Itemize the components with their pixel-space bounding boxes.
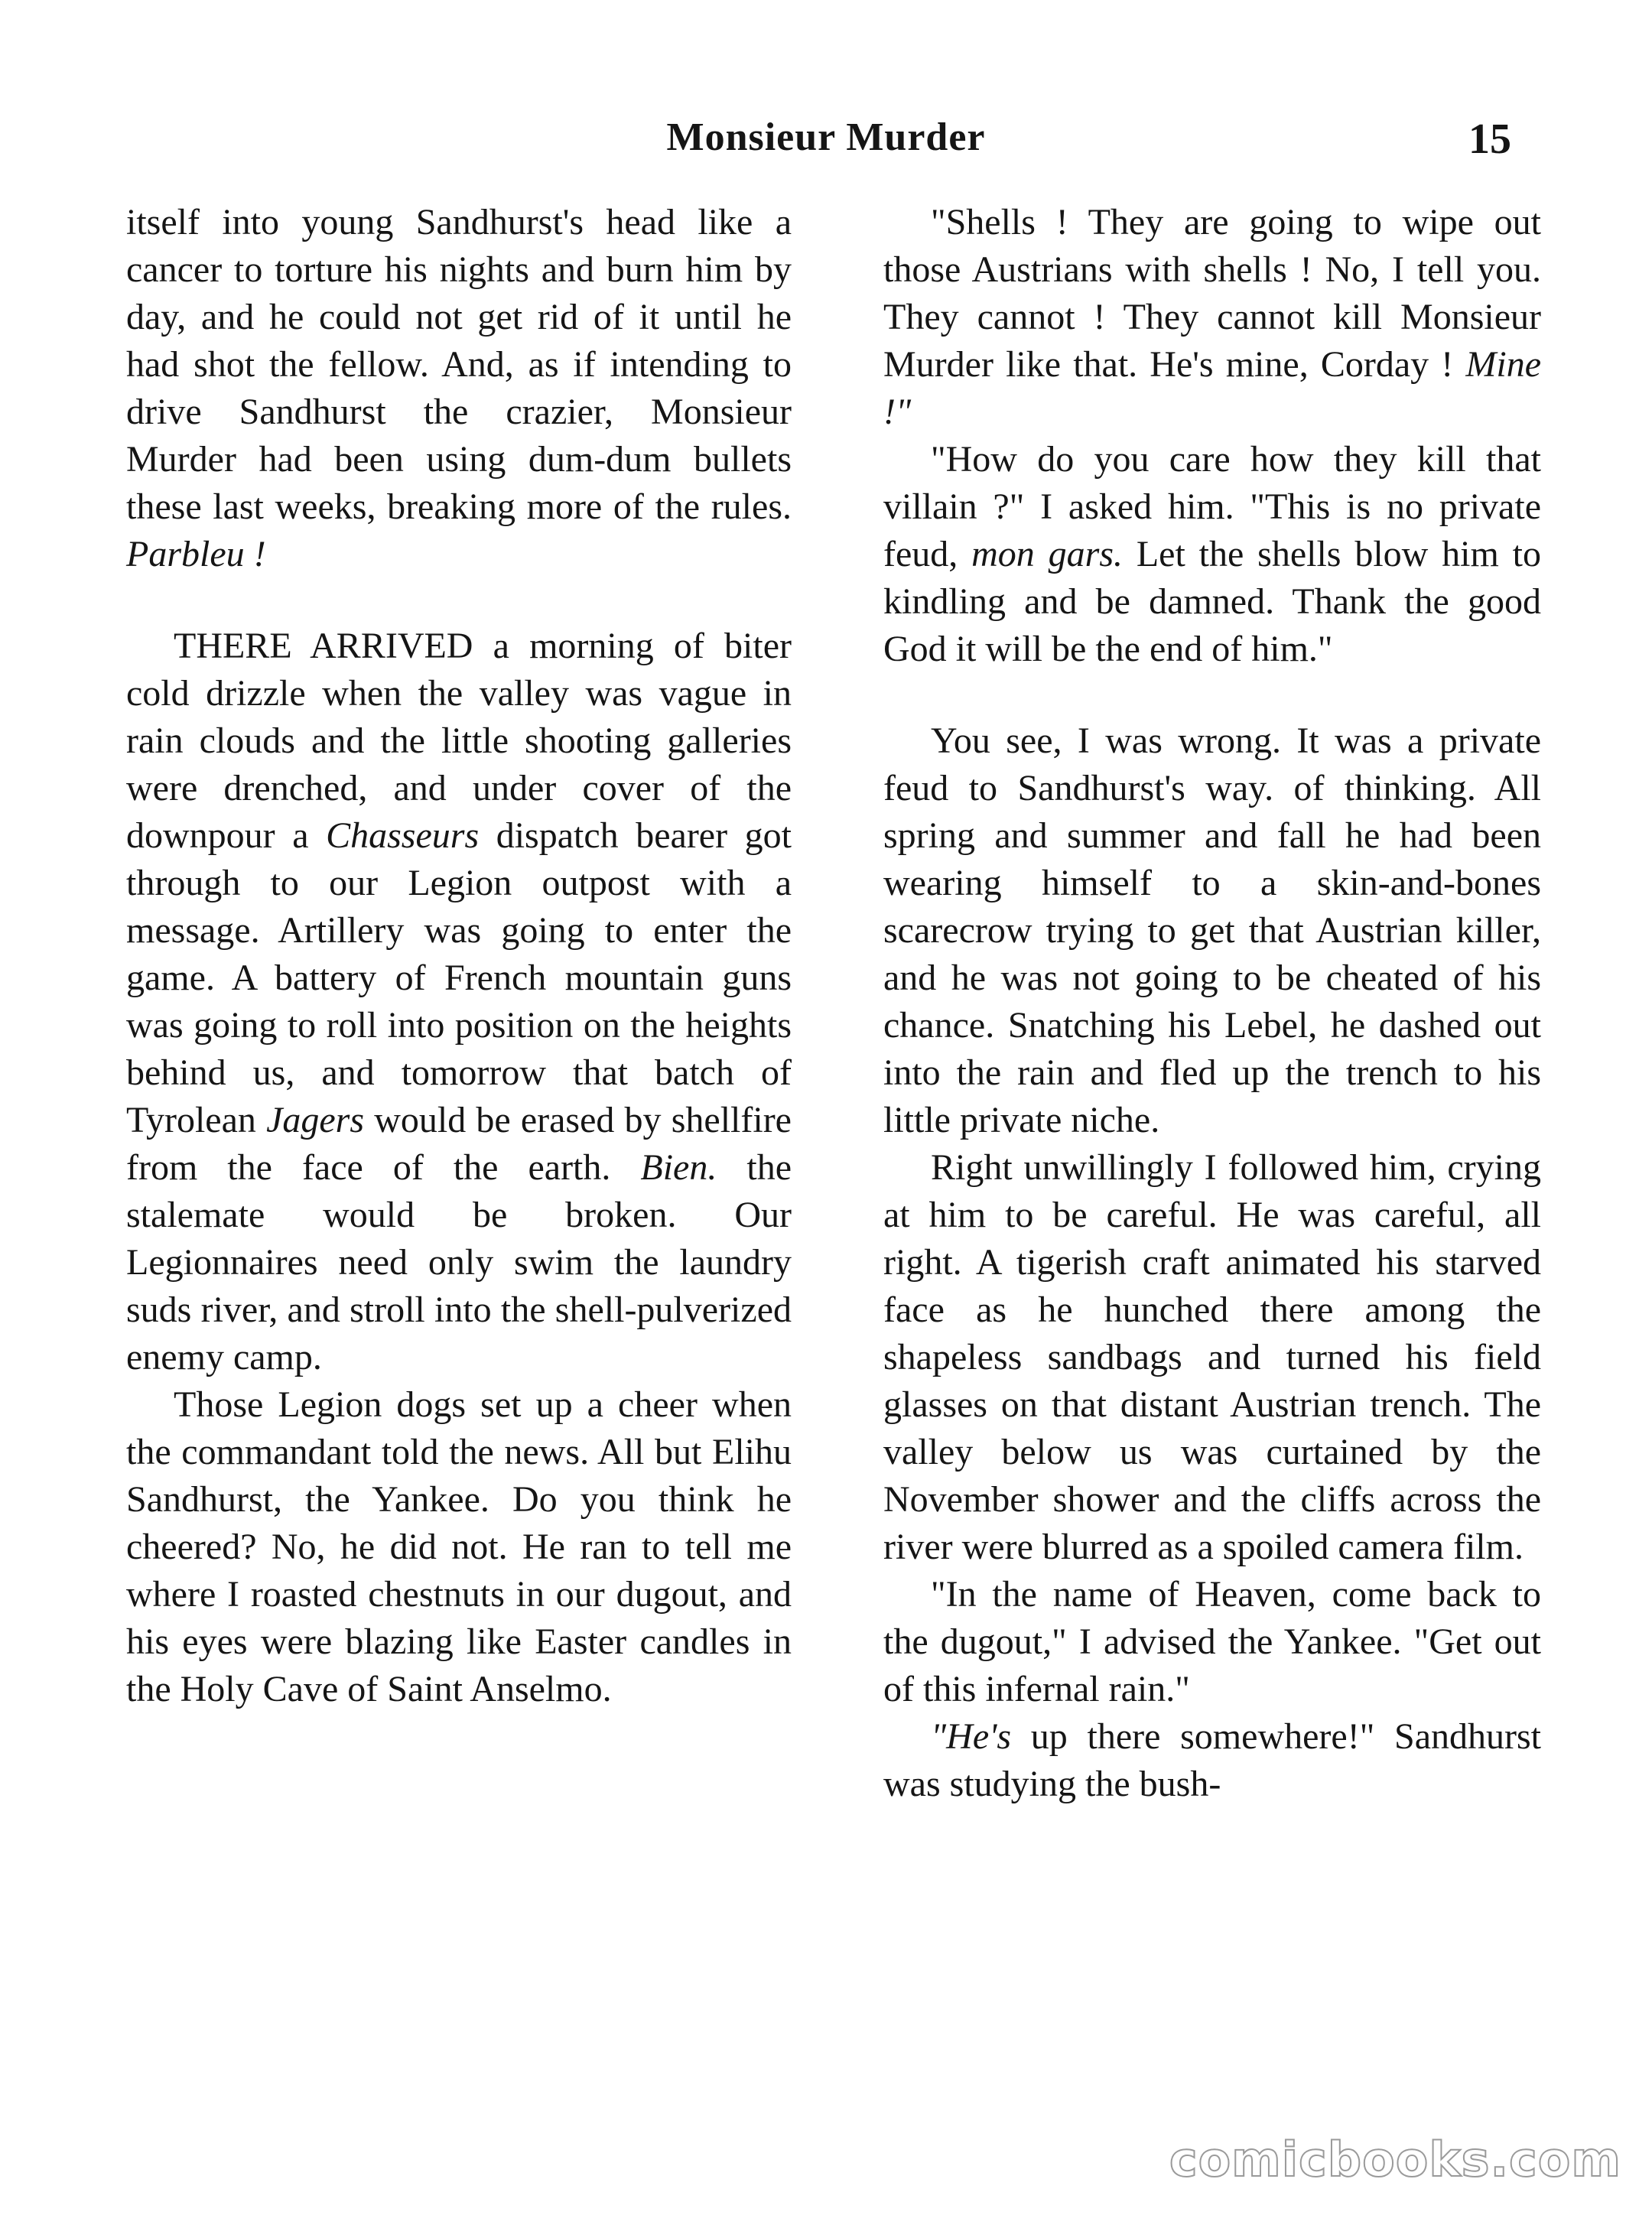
paragraph	[126, 199, 792, 578]
text-run: itself into young Sandhurst's head like a cancer to torture his nights and burn him by day, and he could not get rid of it until he had shot the fellow. And, as if intending to drive Sandhurst the crazier, Monsieur Murder had been using dum-dum bullets these last weeks, breaking more of the rules.	[126, 202, 792, 527]
right-text-column	[883, 199, 1541, 1808]
text-run: "In the name of Heaven, come back to the dugout," I advised the Yankee. "Get out of this infernal rain."	[883, 1574, 1541, 1709]
watermark-logo: comicbooks.com	[1169, 2132, 1621, 2187]
running-head-title: Monsieur Murder	[666, 115, 986, 159]
paragraph	[883, 1713, 1541, 1808]
text-run: the stalemate would be broken. Our Legionnaires need only swim the laundry suds river, and stroll into the shell-pulverized enemy camp.	[126, 1147, 792, 1377]
text-run: THERE ARRIVED a morning of biter cold drizzle when the valley was vague in rain clouds and the little shooting galleries were drenched, and under cover of the downpour a	[126, 626, 792, 856]
text-run: You see, I was wrong. It was a private feud to Sandhurst's way. of thinking. All spring and summer and fall he had been wearing himself to a skin-and-bones scarecrow trying to get that Austrian killer, and he was not going to be cheated of his chance. Snatching his Lebel, he dashed out into the rain and fled up the trench to his little private niche.	[883, 720, 1541, 1140]
page-number: 15	[1468, 115, 1511, 163]
italic-text-run: Parbleu !	[126, 534, 266, 574]
text-run: "Shells ! They are going to wipe out those Austrians with shells ! No, I tell you. They cannot ! They cannot kill Monsieur Murder like that. He's mine, Corday !	[883, 202, 1541, 385]
text-run: Let the shells blow him to kindling and be damned. Thank the good God it will be the end of him."	[883, 534, 1541, 669]
text-run: "How do you care how they kill that villain ?" I asked him. "This is no private feud,	[883, 439, 1541, 574]
italic-text-run: mon gars.	[971, 534, 1124, 574]
section-opening-paragraph	[126, 623, 792, 1381]
italic-text-run: Bien.	[640, 1147, 717, 1188]
text-run: Right unwillingly I followed him, crying at him to be careful. He was careful, all right. A tigerish craft animated his starved face as he hunched there among the shapeless sandbags and turned his field glasses on that distant Austrian trench. The valley below us was curtained by the November shower and the cliffs across the river were blurred as a spoiled camera film.	[883, 1147, 1541, 1567]
text-run: Those Legion dogs set up a cheer when the commandant told the news. All but Elihu Sandhurst, the Yankee. Do you think he cheered? No, he did not. He ran to tell me where I roasted chestnuts in our dugout, and his eyes were blazing like Easter candles in the Holy Cave of Saint Anselmo.	[126, 1384, 792, 1709]
italic-text-run: "He's	[931, 1716, 1012, 1757]
paragraph	[883, 1144, 1541, 1571]
paragraph	[883, 436, 1541, 673]
left-text-column	[126, 199, 792, 1713]
paragraph	[883, 199, 1541, 436]
text-run: dispatch bearer got through to our Legion outpost with a message. Artillery was going to enter the game. A battery of French mountain guns was going to roll into position on the heights behind us, and tomorrow that batch of Tyrolean	[126, 815, 792, 1140]
paragraph	[883, 717, 1541, 1144]
text-run: up there somewhere!" Sandhurst was studying the bush-	[883, 1716, 1541, 1804]
italic-text-run: Mine !"	[883, 344, 1541, 432]
text-run: would be erased by shellfire from the face of the earth.	[126, 1100, 792, 1188]
italic-text-run: Jagers	[266, 1100, 365, 1140]
italic-text-run: Chasseurs	[326, 815, 480, 856]
paragraph	[126, 1381, 792, 1713]
paragraph	[883, 1571, 1541, 1713]
